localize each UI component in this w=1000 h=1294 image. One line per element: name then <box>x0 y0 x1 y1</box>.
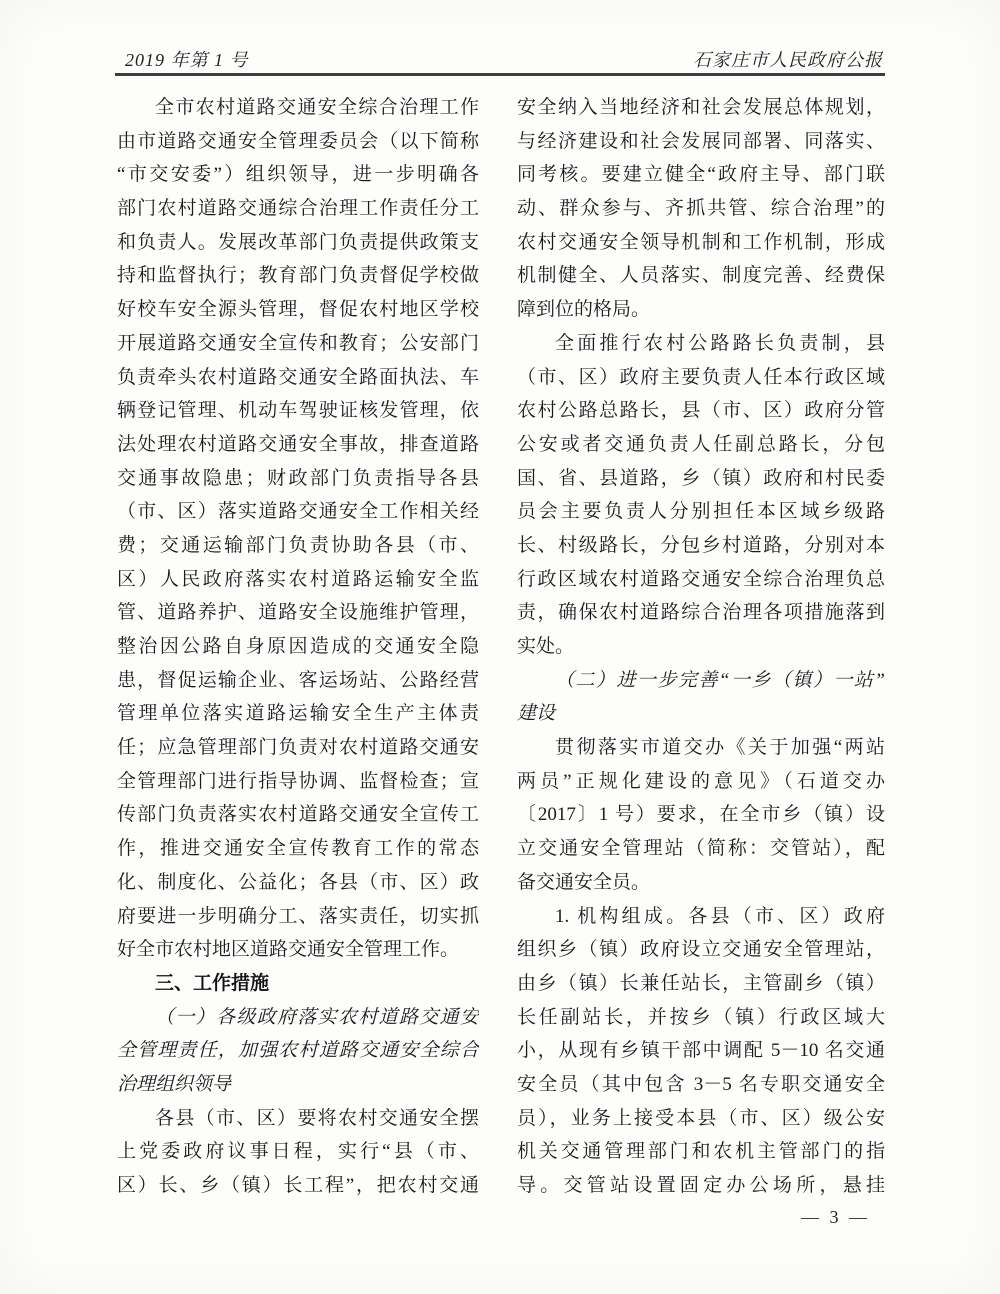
text-line: “市交安委”）组织领导，进一步明确各 <box>117 164 479 186</box>
text-line: 机关交通管理部门和农机主管部门的指 <box>517 1141 885 1163</box>
text-line: 三、工作措施 <box>155 972 270 994</box>
text-line: 负责牵头农村道路交通安全路面执法、车 <box>117 366 479 388</box>
text-line: 由乡（镇）长兼任站长，主管副乡（镇） <box>517 972 885 994</box>
text-line: 备交通安全员。 <box>517 871 651 893</box>
text-line: （市、区）政府主要负责人任本行政区域 <box>517 366 885 388</box>
text-line: 作，推进交通安全宣传教育工作的常态 <box>117 838 479 860</box>
text-line: 各县（市、区）要将农村交通安全摆 <box>155 1107 479 1129</box>
text-line: 管、道路养护、道路安全设施维护管理， <box>117 602 479 624</box>
text-line: 全管理责任，加强农村道路交通安全综合 <box>117 1040 479 1062</box>
text-line: 传部门负责落实农村道路交通安全宣传工 <box>117 804 479 826</box>
text-line: 责，确保农村道路综合治理各项措施落到 <box>517 602 885 624</box>
text-line: 化、制度化、公益化；各县（市、区）政 <box>117 871 479 893</box>
text-line: 费；交通运输部门负责协助各县（市、 <box>117 534 479 556</box>
text-line: 行政区域农村道路交通安全综合治理负总 <box>517 568 885 590</box>
text-line: 区）长、乡（镇）长工程”，把农村交通 <box>117 1175 479 1196</box>
text-line: 动、群众参与、齐抓共管、综合治理”的 <box>517 198 885 220</box>
text-line: 区）人民政府落实农村道路运输安全监 <box>117 568 479 590</box>
text-line: 法处理农村道路交通安全事故，排查道路 <box>117 433 479 455</box>
footer-page-number: — 3 — <box>801 1207 870 1227</box>
text-line: （市、区）落实道路交通安全工作相关经 <box>117 501 479 523</box>
text-column-left <box>117 91 479 1203</box>
text-line: 障到位的格局。 <box>517 299 651 321</box>
text-line: 整治因公路自身原因造成的交通安全隐 <box>117 636 479 657</box>
text-line: 部门农村道路交通综合治理工作责任分工 <box>117 198 479 220</box>
text-line: 员），业务上接受本县（市、区）级公安 <box>517 1107 885 1129</box>
text-line: 两员”正规化建设的意见》（石道交办 <box>517 770 885 792</box>
text-line: 和负责人。发展改革部门负责提供政策支 <box>117 231 479 253</box>
text-line: 持和监督执行；教育部门负责督促学校做 <box>117 265 479 287</box>
text-line: 全面推行农村公路路长负责制，县 <box>555 332 885 354</box>
text-line: 公安或者交通负责人任副总路长，分包 <box>517 433 885 455</box>
header-publication-title: 石家庄市人民政府公报 <box>693 50 883 70</box>
text-line: 导。交管站设置固定办公场所，悬挂 <box>517 1175 885 1196</box>
text-line: 安全纳入当地经济和社会发展总体规划， <box>517 97 885 118</box>
text-line: 好全市农村地区道路交通安全管理工作。 <box>117 939 460 961</box>
text-line: 全管理部门进行指导协调、监督检查；宣 <box>117 770 479 792</box>
text-line: 实处。 <box>517 636 575 657</box>
text-line: 国、省、县道路，乡（镇）政府和村民委 <box>517 467 885 489</box>
text-line: 1. 机构组成。各县（市、区）政府 <box>555 905 885 927</box>
header-issue-number: 2019 年第 1 号 <box>125 50 249 70</box>
text-line: 安全员（其中包含 3－5 名专职交通安全 <box>517 1073 885 1095</box>
text-line: 同考核。要建立健全“政府主导、部门联 <box>517 164 885 186</box>
text-line: 员会主要负责人分别担任本区域乡级路 <box>517 501 885 523</box>
text-line: 好校车安全源头管理，督促农村地区学校 <box>117 299 479 321</box>
text-line: 〔2017〕1 号）要求，在全市乡（镇）设 <box>517 804 885 826</box>
text-line: 农村公路总路长，县（市、区）政府分管 <box>517 400 885 422</box>
header-rule <box>115 73 885 76</box>
text-line: 全市农村道路交通安全综合治理工作 <box>155 97 479 118</box>
text-line: 交通事故隐患；财政部门负责指导各县 <box>117 467 479 489</box>
text-line: 与经济建设和社会发展同部署、同落实、 <box>517 130 885 152</box>
text-line: （一）各级政府落实农村道路交通安 <box>155 1006 479 1028</box>
text-line: 立交通安全管理站（简称：交管站），配 <box>517 838 885 860</box>
text-line: 患，督促运输企业、客运场站、公路经营 <box>117 669 479 691</box>
text-line: 农村交通安全领导机制和工作机制，形成 <box>517 231 885 253</box>
text-line: 机制健全、人员落实、制度完善、经费保 <box>517 265 885 287</box>
text-line: 管理单位落实道路运输安全生产主体责 <box>117 703 479 725</box>
text-line: 治理组织领导 <box>117 1073 232 1095</box>
text-line: 长任副站长，并按乡（镇）行政区域大 <box>517 1006 885 1028</box>
text-line: 任；应急管理部门负责对农村道路交通安 <box>117 737 479 759</box>
text-line: 由市道路交通安全管理委员会（以下简称 <box>117 130 479 152</box>
text-line: 组织乡（镇）政府设立交通安全管理站， <box>517 939 885 961</box>
text-line: 长、村级路长，分包乡村道路，分别对本 <box>517 534 885 556</box>
text-line: 府要进一步明确分工、落实责任，切实抓 <box>117 905 479 927</box>
text-line: （二）进一步完善“一乡（镇）一站” <box>555 669 885 691</box>
text-column-right <box>517 91 885 1203</box>
text-line: 小，从现有乡镇干部中调配 5－10 名交通 <box>517 1040 885 1062</box>
text-line: 贯彻落实市道交办《关于加强“两站 <box>555 737 885 759</box>
text-line: 辆登记管理、机动车驾驶证核发管理，依 <box>117 400 479 422</box>
text-line: 建设 <box>517 703 556 725</box>
text-line: 开展道路交通安全宣传和教育；公安部门 <box>117 332 479 354</box>
text-line: 上党委政府议事日程，实行“县（市、 <box>117 1141 479 1163</box>
